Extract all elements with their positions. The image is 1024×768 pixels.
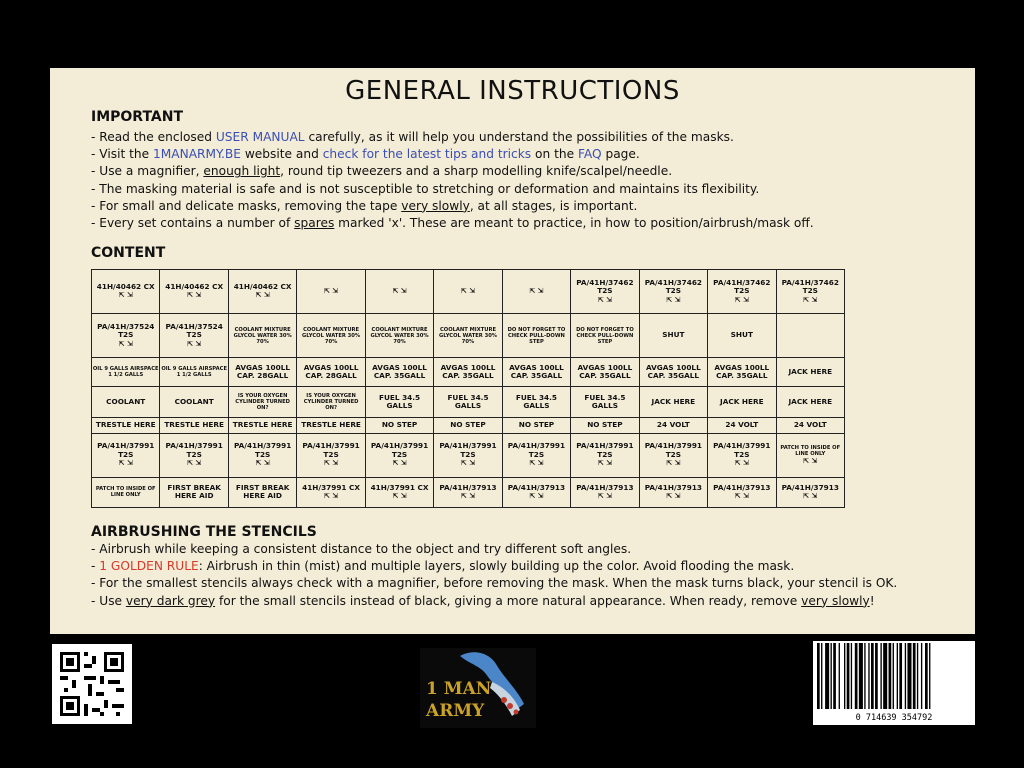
stencil-glyph-icon: ⇱ ⇲ (187, 291, 202, 300)
stencil-cell (160, 270, 228, 314)
barcode-bar (855, 643, 858, 709)
stencil-glyph-icon: ⇱ ⇲ (734, 459, 749, 468)
stencil-cell (571, 477, 639, 507)
barcode-bar (831, 643, 832, 709)
stencil-cell (228, 418, 296, 433)
stencil-cell (160, 433, 228, 477)
stencil-cell (365, 433, 433, 477)
stencil-label: PA/41H/37524 T2S (165, 321, 223, 339)
barcode-bar (833, 643, 836, 709)
stencil-cell (365, 418, 433, 433)
barcode-bar (925, 643, 928, 709)
stencil-glyph-icon: ⇱ ⇲ (803, 295, 818, 304)
stencil-label: JACK HERE (788, 397, 833, 407)
instructions-card (50, 68, 975, 634)
stencil-glyph-icon: ⇱ ⇲ (460, 492, 476, 501)
barcode-bar (875, 643, 878, 709)
stencil-label: 41H/37991 CX (370, 482, 429, 492)
brand-logo (420, 648, 536, 728)
important-line: - Visit the 1MANARMY.BE website and check for the latest tips and tricks on the FAQ page. (91, 147, 640, 162)
important-line: - Use a magnifier, enough light, round tip tweezers and a sharp modelling knife/scalpel/needle. (91, 164, 673, 179)
stencil-glyph-icon: ⇱ ⇲ (666, 295, 681, 304)
stencil-row (92, 387, 845, 418)
stencil-label: TRESTLE HERE (301, 420, 361, 430)
barcode-bar (859, 643, 863, 709)
stencil-label: FIRST BREAK HERE AID (235, 482, 290, 501)
stencil-cell (502, 418, 570, 433)
website-link[interactable]: 1MANARMY.BE (153, 147, 241, 162)
stencil-glyph-icon: ⇱ ⇲ (324, 492, 339, 501)
stencil-label: FUEL 34.5 GALLS (584, 392, 626, 411)
tips-link[interactable]: check for the latest tips and tricks (322, 147, 532, 162)
stencil-glyph-icon: ⇱ ⇲ (392, 492, 407, 501)
stencil-label: AVGAS 100LL CAP. 35GALL (372, 362, 427, 381)
barcode-bar (897, 643, 898, 709)
stencil-label: PA/41H/37991 T2S (439, 441, 497, 459)
stencil-label: 41H/40462 CX (165, 281, 224, 291)
stencil-cell (297, 314, 365, 358)
stencil-cell (228, 477, 296, 507)
stencil-glyph-icon: ⇱ ⇲ (324, 459, 339, 468)
stencil-cell (228, 314, 296, 358)
stencil-cell (708, 358, 776, 387)
stencil-cell (434, 418, 502, 433)
stencil-cell (708, 477, 776, 507)
stencil-glyph-icon: ⇱ ⇲ (803, 492, 818, 501)
stencil-row (92, 358, 845, 387)
stencil-label: PA/41H/37991 T2S (507, 441, 566, 459)
barcode-bar (905, 643, 906, 709)
stencil-cell (365, 314, 433, 358)
stencil-label: PA/41H/37991 T2S (370, 441, 429, 459)
stencil-label: AVGAS 100LL CAP. 28GALL (303, 362, 359, 381)
stencil-label: PA/41H/37991 T2S (576, 441, 634, 459)
barcode-bar (868, 643, 869, 709)
stencil-cell (160, 418, 228, 433)
stencil-label: FIRST BREAK HERE AID (167, 482, 221, 501)
stencil-glyph-icon: ⇱ ⇲ (118, 339, 133, 348)
stencil-label: 24 VOLT (725, 420, 759, 430)
stencil-cell (639, 433, 707, 477)
barcode-bar (929, 643, 930, 709)
stencil-label: COOLANT MIXTURE GLYCOL WATER 30% 70% (438, 326, 498, 345)
stencil-label: IS YOUR OXYGEN CYLINDER TURNED ON? (303, 393, 359, 412)
airbrushing-line: - 1 GOLDEN RULE: Airbrush in thin (mist) and multiple layers, slowly building up the color. Avoid flooding the mask. (91, 559, 795, 574)
stencil-cell (639, 270, 707, 314)
stencil-cell (571, 358, 639, 387)
stencil-cell (639, 477, 707, 507)
stencil-cell (365, 270, 433, 314)
stencil-label: 41H/40462 CX (233, 281, 292, 291)
stencil-cell (228, 270, 296, 314)
barcode-bar (825, 643, 829, 709)
barcode-digits: 0 714639 354792 (855, 713, 933, 723)
stencil-cell (776, 387, 844, 418)
stencil-label: JACK HERE (720, 397, 764, 407)
stencil-glyph-icon: ⇱ ⇲ (118, 291, 133, 300)
stencil-cell (434, 314, 502, 358)
stencil-label: PATCH TO INSIDE OF LINE ONLY (780, 444, 841, 457)
stencil-glyph-icon: ⇱ ⇲ (803, 456, 818, 465)
stencil-cell (571, 270, 639, 314)
stencil-label: AVGAS 100LL CAP. 35GALL (714, 362, 770, 381)
stencil-label: AVGAS 100LL CAP. 35GALL (440, 362, 496, 381)
stencil-glyph-icon: ⇱ ⇲ (460, 287, 476, 295)
stencil-label: COOLANT (106, 397, 146, 407)
stencil-label: DO NOT FORGET TO CHECK PULL-DOWN STEP (507, 326, 566, 345)
stencil-label: NO STEP (450, 420, 486, 430)
stencil-glyph-icon: ⇱ ⇲ (255, 459, 270, 468)
stencil-cell (776, 270, 844, 314)
stencil-label: PA/41H/37913 (644, 482, 702, 492)
stencil-label: FUEL 34.5 GALLS (447, 392, 489, 411)
stencil-label: DO NOT FORGET TO CHECK PULL-DOWN STEP (576, 326, 634, 345)
barcode-bar (839, 643, 840, 709)
stencil-label: OIL 9 GALLS AIRSPACE 1 1/2 GALLS (92, 366, 159, 379)
user-manual-link[interactable]: USER MANUAL (215, 130, 305, 144)
stencil-cell (434, 270, 502, 314)
barcode-bar (921, 643, 922, 709)
barcode-bar (889, 643, 892, 709)
stencil-label: PA/41H/37991 T2S (713, 441, 771, 459)
stencil-cell (502, 358, 570, 387)
stencil-label: COOLANT MIXTURE GLYCOL WATER 30% 70% (233, 326, 292, 345)
stencil-cell (92, 433, 160, 477)
barcode-bar (871, 643, 874, 709)
stencil-label: PA/41H/37991 T2S (302, 441, 360, 459)
stencil-cell (297, 477, 365, 507)
barcode-bar (893, 643, 894, 709)
barcode-bar (821, 643, 822, 709)
stencil-glyph-icon: ⇱ ⇲ (666, 459, 681, 468)
stencil-glyph-icon: ⇱ ⇲ (666, 492, 681, 501)
stencil-sheet-table (91, 269, 845, 508)
stencil-label: IS YOUR OXYGEN CYLINDER TURNED ON? (235, 393, 290, 412)
stencil-label: JACK HERE (651, 397, 696, 407)
stencil-cell (571, 418, 639, 433)
stencil-cell (365, 358, 433, 387)
stencil-cell (776, 477, 844, 507)
stencil-cell (228, 358, 296, 387)
stencil-cell (776, 433, 844, 477)
stencil-glyph-icon: ⇱ ⇲ (187, 339, 202, 348)
logo-line-1: 1 MAN (426, 679, 492, 699)
stencil-label: TRESTLE HERE (164, 420, 225, 430)
stencil-cell (297, 387, 365, 418)
airbrushing-heading: AIRBRUSHING THE STENCILS (91, 524, 317, 540)
stencil-row (92, 418, 845, 433)
barcode-bar (864, 643, 865, 709)
stencil-cell (92, 387, 160, 418)
stencil-cell (160, 477, 228, 507)
barcode-bar (880, 643, 881, 709)
stencil-label: PA/41H/37913 (439, 482, 497, 492)
stencil-label: PA/41H/37991 T2S (97, 441, 155, 459)
stencil-row (92, 314, 845, 358)
stencil-cell (708, 387, 776, 418)
logo-icon (420, 648, 536, 728)
stencil-label: PA/41H/37913 (781, 482, 839, 492)
stencil-label: SHUT (662, 330, 685, 340)
stencil-label: 41H/37991 CX (302, 482, 360, 492)
stencil-cell (434, 433, 502, 477)
qr-code-icon (52, 644, 132, 724)
stencil-label: 24 VOLT (656, 420, 690, 430)
stencil-label: PA/41H/37991 T2S (644, 441, 702, 459)
stencil-cell (708, 433, 776, 477)
stencil-label: PA/41H/37913 (713, 482, 771, 492)
stencil-glyph-icon: ⇱ ⇲ (529, 492, 544, 501)
barcode-bar (907, 643, 911, 709)
stencil-cell (639, 358, 707, 387)
barcode-icon (813, 641, 975, 725)
stencil-glyph-icon: ⇱ ⇲ (734, 295, 749, 304)
important-line: - Every set contains a number of spares marked 'x'. These are meant to practice, in how to position/airbrush/mask off. (91, 216, 814, 231)
airbrushing-line: - Airbrush while keeping a consistent distance to the object and try different soft angles. (91, 542, 632, 556)
stencil-label: PA/41H/37462 T2S (576, 277, 634, 295)
stencil-row (92, 477, 845, 507)
stencil-row (92, 433, 845, 477)
stencil-label: PA/41H/37462 T2S (713, 277, 771, 295)
stencil-label: COOLANT (174, 397, 214, 407)
stencil-label: NO STEP (587, 420, 623, 430)
stencil-cell (571, 433, 639, 477)
barcode-bar (899, 643, 902, 709)
stencil-cell (434, 477, 502, 507)
stencil-cell (228, 387, 296, 418)
stencil-label: PA/41H/37913 (507, 482, 566, 492)
stencil-label: TRESTLE HERE (232, 420, 293, 430)
stencil-glyph-icon: ⇱ ⇲ (460, 459, 476, 468)
stencil-cell (297, 358, 365, 387)
stencil-label: PA/41H/37462 T2S (781, 277, 839, 295)
stencil-cell (502, 270, 570, 314)
stencil-label: FUEL 34.5 GALLS (515, 392, 557, 411)
stencil-cell (434, 387, 502, 418)
barcode (813, 641, 975, 725)
stencil-cell (92, 477, 160, 507)
qr-code[interactable] (52, 644, 132, 724)
important-list (91, 129, 961, 232)
stencil-label: NO STEP (381, 420, 418, 430)
stencil-cell (297, 270, 365, 314)
barcode-bar (851, 643, 852, 709)
stencil-label: OIL 9 GALLS AIRSPACE 1 1/2 GALLS (161, 366, 228, 379)
barcode-bar (883, 643, 887, 709)
stencil-cell (639, 387, 707, 418)
stencil-cell (92, 358, 160, 387)
stencil-label: AVGAS 100LL CAP. 28GALL (235, 362, 291, 381)
stencil-glyph-icon: ⇱ ⇲ (392, 459, 407, 468)
page-title: GENERAL INSTRUCTIONS (345, 76, 680, 106)
stencil-cell (434, 358, 502, 387)
stencil-glyph-icon: ⇱ ⇲ (529, 287, 544, 295)
stencil-glyph-icon: ⇱ ⇲ (392, 287, 407, 295)
stencil-cell (365, 387, 433, 418)
stencil-label: SHUT (730, 330, 753, 340)
content-heading: CONTENT (91, 245, 166, 261)
stencil-label: COOLANT MIXTURE GLYCOL WATER 30% 70% (370, 326, 429, 345)
stencil-label: PA/41H/37462 T2S (644, 277, 702, 295)
airbrushing-line: - For the smallest stencils always check with a magnifier, before removing the mask. When the mask turns black, your stencil is OK. (91, 576, 898, 591)
stencil-glyph-icon: ⇱ ⇲ (734, 492, 749, 501)
stencil-label: PA/41H/37524 T2S (97, 321, 155, 339)
important-heading: IMPORTANT (91, 109, 184, 125)
stencil-glyph-icon: ⇱ ⇲ (529, 459, 544, 468)
stencil-cell (297, 418, 365, 433)
stencil-label: AVGAS 100LL CAP. 35GALL (509, 362, 564, 381)
stencil-label: PATCH TO INSIDE OF LINE ONLY (95, 486, 156, 499)
stencil-label: PA/41H/37913 (576, 482, 634, 492)
stencil-glyph-icon: ⇱ ⇲ (118, 459, 133, 468)
stencil-cell (160, 358, 228, 387)
stencil-cell (228, 433, 296, 477)
stencil-cell (708, 314, 776, 358)
stencil-label: NO STEP (518, 420, 555, 430)
barcode-bar (844, 643, 845, 709)
stencil-cell (776, 358, 844, 387)
stencil-cell (776, 314, 844, 358)
stencil-cell (571, 387, 639, 418)
stencil-label: 24 VOLT (793, 420, 827, 430)
stencil-cell (776, 418, 844, 433)
stencil-cell (365, 477, 433, 507)
stencil-cell (571, 314, 639, 358)
stencil-cell (160, 387, 228, 418)
stencil-cell (502, 387, 570, 418)
barcode-bar (917, 643, 918, 709)
stencil-label: 41H/40462 CX (96, 281, 155, 291)
stencil-label: PA/41H/37991 T2S (165, 441, 223, 459)
important-line: - Read the enclosed USER MANUAL carefully, as it will help you understand the possibilities of the masks. (91, 130, 734, 144)
stencil-cell (639, 418, 707, 433)
stencil-cell (160, 314, 228, 358)
stencil-cell (502, 477, 570, 507)
stencil-label: JACK HERE (788, 366, 833, 376)
stencil-glyph-icon: ⇱ ⇲ (597, 492, 612, 501)
stencil-glyph-icon: ⇱ ⇲ (597, 459, 612, 468)
logo-line-2: ARMY (426, 701, 485, 721)
stencil-row (92, 270, 845, 314)
stencil-label: FUEL 34.5 GALLS (378, 392, 421, 411)
faq-link[interactable]: FAQ (577, 147, 602, 162)
stencil-label: AVGAS 100LL CAP. 35GALL (645, 362, 701, 381)
important-line: - The masking material is safe and is not susceptible to stretching or deformation and maintains its flexibility. (91, 181, 760, 196)
stencil-label: TRESTLE HERE (95, 420, 156, 430)
barcode-bar (847, 643, 850, 709)
stencil-cell (297, 433, 365, 477)
stencil-cell (92, 418, 160, 433)
stencil-cell (92, 270, 160, 314)
stencil-glyph-icon: ⇱ ⇲ (187, 459, 202, 468)
stencil-glyph-icon: ⇱ ⇲ (324, 287, 339, 295)
stencil-label: COOLANT MIXTURE GLYCOL WATER 30% 70% (302, 326, 361, 345)
stencil-cell (708, 418, 776, 433)
barcode-bar (817, 643, 820, 709)
airbrushing-list (91, 541, 961, 610)
barcode-bar (913, 643, 916, 709)
stencil-cell (639, 314, 707, 358)
important-line: - For small and delicate masks, removing the tape very slowly, at all stages, is important. (91, 198, 638, 213)
stencil-cell (708, 270, 776, 314)
airbrushing-line: - Use very dark grey for the small stencils instead of black, giving a more natural appearance. When ready, remove very slowly! (91, 593, 875, 608)
stencil-glyph-icon: ⇱ ⇲ (255, 291, 270, 300)
stencil-cell (502, 433, 570, 477)
stencil-label: PA/41H/37991 T2S (233, 441, 292, 459)
stencil-glyph-icon: ⇱ ⇲ (597, 295, 612, 304)
stencil-label: AVGAS 100LL CAP. 35GALL (577, 362, 633, 381)
stencil-cell (92, 314, 160, 358)
stencil-cell (502, 314, 570, 358)
